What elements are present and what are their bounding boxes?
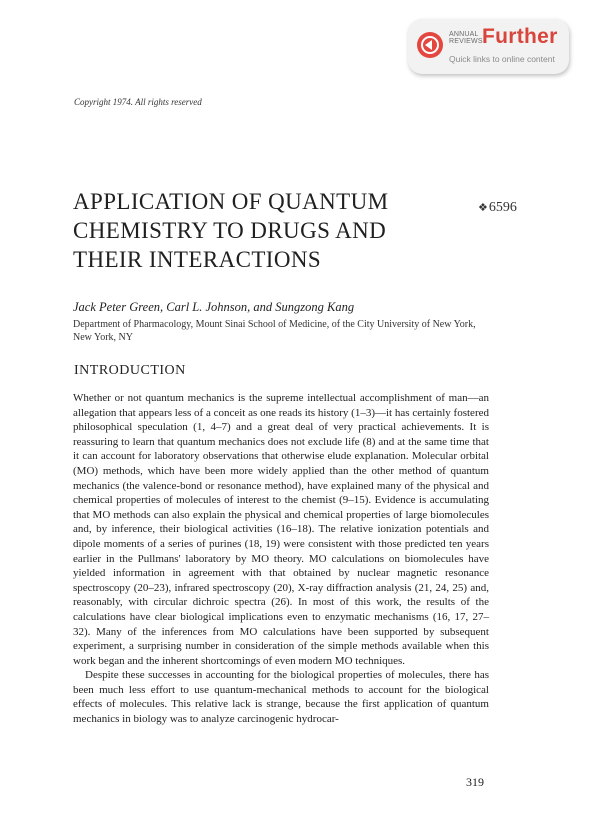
further-label: Further xyxy=(482,25,558,48)
play-back-circle-icon xyxy=(417,32,443,58)
section-heading: INTRODUCTION xyxy=(74,363,186,378)
title-line: APPLICATION OF QUANTUM xyxy=(73,189,389,214)
document-number: ❖6596 xyxy=(478,200,517,215)
copyright-notice: Copyright 1974. All rights reserved xyxy=(74,97,202,107)
authors: Jack Peter Green, Carl L. Johnson, and Sungzong Kang xyxy=(73,300,355,314)
title-line: THEIR INTERACTIONS xyxy=(73,247,322,272)
badge-tagline: Quick links to online content xyxy=(449,54,555,64)
affiliation: Department of Pharmacology, Mount Sinai School of Medicine, of the City University of New York, New York, NY xyxy=(73,319,476,343)
annual-reviews-logo-text: ANNUAL REVIEWS xyxy=(449,31,483,45)
diamond-icon: ❖ xyxy=(478,202,488,214)
article-body xyxy=(73,391,489,727)
article-title xyxy=(73,187,433,274)
paragraph: Despite these successes in accounting for the biological properties of molecules, there has been much less effort to use quantum-mechanical methods to account for the biological effects of molecules. This relative lack is strange, because the first application of quantum mechanics in biology was to analyze carcinogenic hydrocar- xyxy=(73,669,489,726)
page-number: 319 xyxy=(466,775,484,789)
paragraph: Whether or not quantum mechanics is the supreme intellectual accomplishment of man—an allegation that appears less of a conceit as one reads its history (1–3)—it has certainly fostered philosophical speculation (1, 4–7) and a great deal of very practical achievements. It is reassuring to learn that quantum mechanics does not exclude life (8) and at the same time that it can account for laboratory observations that otherwise elude explanation. Molecular orbital (MO) methods, which have been more widely applied than the other method of quantum mechanics (the valence-bond or resonance method), have explained many of the physical and chemical properties of molecules of interest to the chemist (9–15). Evidence is accumulating that MO methods can also explain the physical and chemical properties of large biomolecules and, by inference, their biological activities (16–18). The relative ionization potentials and dipole moments of a series of purines (18, 19) were consistent with those predicted ten years earlier in the Pullmans' laboratory by MO theory. MO calculations on biomolecules have yielded information in agreement with that obtained by nuclear magnetic resonance spectroscopy (20–23), infrared spectroscopy (20), X-ray diffraction analysis (21, 24, 25) and, reasonably, with circular dichroic spectra (26). In most of this work, the results of the calculations have clear biological implications even to enzymatic mechanisms (16, 17, 27–32). Many of the inferences from MO calculations have been supported by subsequent experiment, a surprising number in consideration of the simple methods available when this work began and the inherent shortcomings of even modern MO techniques. xyxy=(73,392,489,667)
annual-reviews-further-badge[interactable] xyxy=(408,19,569,74)
title-line: CHEMISTRY TO DRUGS AND xyxy=(73,218,387,243)
